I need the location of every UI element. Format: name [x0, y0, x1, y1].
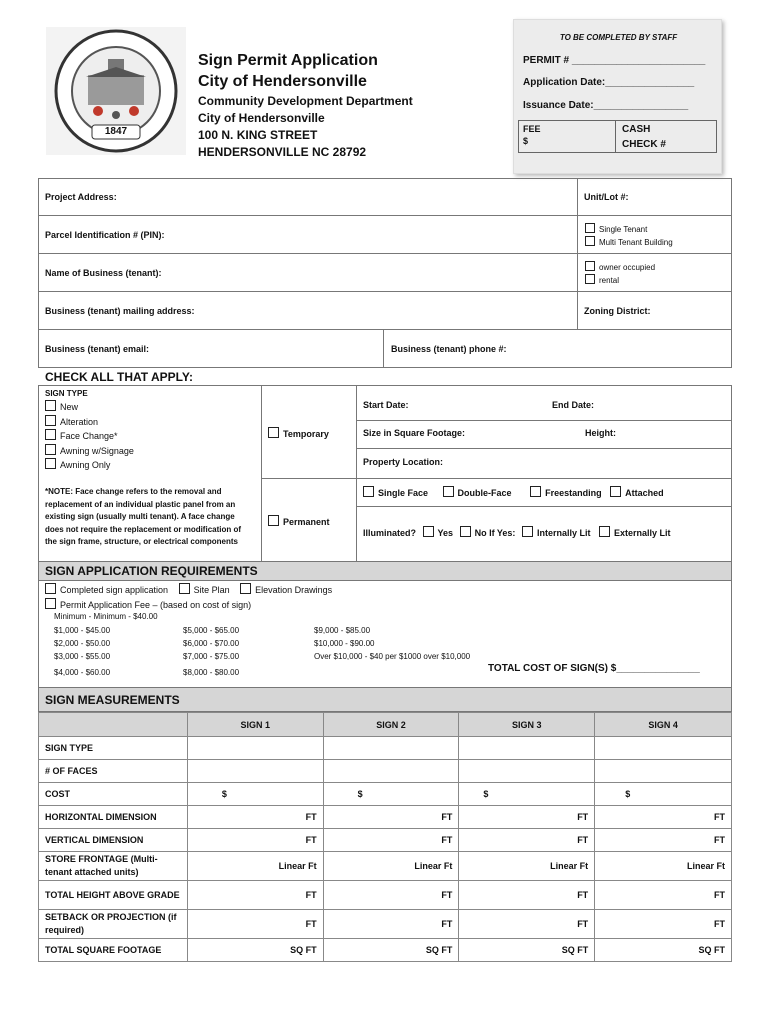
- sign-type-new[interactable]: New: [45, 400, 134, 415]
- measurements-heading: SIGN MEASUREMENTS: [45, 693, 180, 707]
- single-tenant-checkbox[interactable]: [585, 223, 595, 233]
- table-cell[interactable]: Linear Ft: [187, 852, 323, 881]
- form-subtitle: City of Hendersonville: [198, 73, 367, 90]
- table-cell[interactable]: $: [595, 783, 732, 806]
- row-label: # OF FACES: [39, 760, 188, 783]
- row-label: STORE FRONTAGE (Multi-tenant attached units): [39, 852, 188, 881]
- table-cell[interactable]: [187, 737, 323, 760]
- face-change-checkbox[interactable]: [45, 429, 56, 440]
- elevation-drawings-option[interactable]: Elevation Drawings: [240, 585, 332, 595]
- table-cell[interactable]: [323, 737, 459, 760]
- multi-tenant-option[interactable]: Multi Tenant Building: [585, 236, 673, 249]
- table-cell[interactable]: [323, 760, 459, 783]
- table-cell[interactable]: [595, 737, 732, 760]
- table-cell[interactable]: FT: [187, 910, 323, 939]
- sign-type-alteration[interactable]: Alteration: [45, 415, 134, 430]
- attached-checkbox[interactable]: [610, 486, 621, 497]
- business-phone-field[interactable]: Business (tenant) phone #:: [391, 344, 507, 354]
- single-face-option[interactable]: Single Face: [363, 488, 428, 498]
- temporary-checkbox[interactable]: [268, 427, 279, 438]
- end-date-field[interactable]: End Date:: [552, 400, 595, 410]
- freestanding-checkbox[interactable]: [530, 486, 541, 497]
- seal-year: 1847: [104, 126, 128, 137]
- table-cell[interactable]: FT: [459, 829, 595, 852]
- fee-row: $3,000 - $55.00: [54, 652, 111, 661]
- table-cell[interactable]: FT: [459, 806, 595, 829]
- table-row: [39, 737, 732, 760]
- fee-box: [518, 120, 717, 153]
- table-cell[interactable]: [459, 737, 595, 760]
- table-row: [39, 939, 732, 962]
- row-label: SETBACK OR PROJECTION (if required): [39, 910, 188, 939]
- fee-row: Over $10,000 - $40 per $1000 over $10,000: [314, 652, 471, 661]
- table-cell[interactable]: [459, 760, 595, 783]
- height-field[interactable]: Height:: [585, 428, 616, 438]
- table-cell[interactable]: FT: [187, 806, 323, 829]
- new-checkbox[interactable]: [45, 400, 56, 411]
- issuance-date-field[interactable]: Issuance Date:_________________: [523, 100, 689, 111]
- permit-fee-option[interactable]: Permit Application Fee – (based on cost of sign): [45, 598, 251, 610]
- row-label: HORIZONTAL DIMENSION: [39, 806, 188, 829]
- table-cell[interactable]: FT: [459, 910, 595, 939]
- table-cell[interactable]: [187, 760, 323, 783]
- fee-minimum: Minimum - Minimum - $40.00: [54, 612, 158, 621]
- zoning-district-field[interactable]: Zoning District:: [584, 306, 651, 316]
- freestanding-option[interactable]: Freestanding: [530, 488, 602, 498]
- table-cell[interactable]: FT: [595, 910, 732, 939]
- internally-lit-option[interactable]: Internally Lit: [522, 528, 591, 538]
- row-label: TOTAL HEIGHT ABOVE GRADE: [39, 881, 188, 910]
- table-row: [39, 829, 732, 852]
- alteration-checkbox[interactable]: [45, 415, 56, 426]
- sign-type-awning-only[interactable]: Awning Only: [45, 458, 134, 473]
- table-row: [39, 806, 732, 829]
- table-cell[interactable]: SQ FT: [459, 939, 595, 962]
- fee-row: $5,000 - $65.00: [183, 626, 240, 635]
- table-cell[interactable]: FT: [323, 910, 459, 939]
- table-row: [39, 881, 732, 910]
- rental-option[interactable]: rental: [585, 274, 655, 287]
- column-header: SIGN 3: [459, 713, 595, 737]
- table-row: [39, 760, 732, 783]
- table-cell[interactable]: FT: [595, 806, 732, 829]
- externally-lit-option[interactable]: Externally Lit: [599, 528, 671, 538]
- row-label: COST: [39, 783, 188, 806]
- attached-option[interactable]: Attached: [610, 488, 664, 498]
- table-cell[interactable]: FT: [595, 881, 732, 910]
- fee-row: $1,000 - $45.00: [54, 626, 111, 635]
- street-address: 100 N. KING STREET: [198, 128, 318, 142]
- city-state-zip: HENDERSONVILLE NC 28792: [198, 145, 367, 159]
- application-date-field[interactable]: Application Date:________________: [523, 77, 695, 88]
- fee-row: $6,000 - $70.00: [183, 639, 240, 648]
- table-cell[interactable]: SQ FT: [323, 939, 459, 962]
- check-all-heading: CHECK ALL THAT APPLY:: [45, 370, 194, 384]
- site-plan-option[interactable]: Site Plan: [179, 585, 230, 595]
- project-address-field[interactable]: Project Address:: [45, 192, 117, 202]
- illuminated-no-option[interactable]: No If Yes:: [460, 528, 516, 538]
- fee-row: $8,000 - $80.00: [183, 668, 240, 677]
- column-header: SIGN 1: [187, 713, 323, 737]
- measurements-table: [38, 712, 732, 962]
- row-label: SIGN TYPE: [39, 737, 188, 760]
- table-cell[interactable]: Linear Ft: [323, 852, 459, 881]
- table-cell[interactable]: Linear Ft: [459, 852, 595, 881]
- total-cost-field[interactable]: TOTAL COST OF SIGN(S) $_______________: [488, 663, 700, 674]
- multi-tenant-checkbox[interactable]: [585, 236, 595, 246]
- awning-only-checkbox[interactable]: [45, 458, 56, 469]
- table-cell[interactable]: FT: [187, 881, 323, 910]
- form-title: Sign Permit Application: [198, 52, 378, 69]
- table-cell[interactable]: FT: [323, 806, 459, 829]
- table-cell[interactable]: Linear Ft: [595, 852, 732, 881]
- temporary-option[interactable]: Temporary: [268, 427, 329, 439]
- check-number-label[interactable]: CHECK #: [622, 139, 666, 150]
- table-cell[interactable]: FT: [595, 829, 732, 852]
- requirements-heading: SIGN APPLICATION REQUIREMENTS: [45, 564, 258, 578]
- department: Community Development Department: [198, 94, 413, 108]
- owner-occupied-option[interactable]: owner occupied: [585, 261, 655, 274]
- no-checkbox[interactable]: [460, 526, 471, 537]
- sign-type-face-change[interactable]: Face Change*: [45, 429, 134, 444]
- table-cell[interactable]: FT: [323, 829, 459, 852]
- fee-label: FEE: [523, 124, 541, 134]
- table-cell[interactable]: $: [459, 783, 595, 806]
- property-location-field[interactable]: Property Location:: [363, 457, 444, 467]
- sign-type-heading: SIGN TYPE: [45, 389, 88, 398]
- table-header-row: [39, 713, 732, 737]
- illuminated-label: Illuminated?: [363, 528, 417, 538]
- fee-row: $10,000 - $90.00: [314, 639, 375, 648]
- externally-lit-checkbox[interactable]: [599, 526, 610, 537]
- rental-checkbox[interactable]: [585, 274, 595, 284]
- table-row: [39, 783, 732, 806]
- double-face-checkbox[interactable]: [443, 486, 454, 497]
- elevation-drawings-checkbox[interactable]: [240, 583, 251, 594]
- table-cell[interactable]: $: [187, 783, 323, 806]
- permit-number-field[interactable]: PERMIT # ________________________: [523, 55, 706, 66]
- fee-dollar[interactable]: $: [523, 136, 529, 146]
- permanent-option[interactable]: Permanent: [268, 515, 330, 527]
- size-square-footage-field[interactable]: Size in Square Footage:: [363, 428, 466, 438]
- city-seal: [46, 27, 186, 155]
- mailing-address-field[interactable]: Business (tenant) mailing address:: [45, 306, 195, 316]
- row-label: TOTAL SQUARE FOOTAGE: [39, 939, 188, 962]
- permit-fee-checkbox[interactable]: [45, 598, 56, 609]
- completed-application-option[interactable]: Completed sign application: [45, 585, 168, 595]
- face-change-note: *NOTE: Face change refers to the removal and replacement of an individual plastic panel from an existing sign (usually multi tenant). A face change does not require the replacement or modification of the sign frame, structure, or electrical components: [45, 487, 242, 546]
- owner-occupied-checkbox[interactable]: [585, 261, 595, 271]
- table-cell[interactable]: SQ FT: [187, 939, 323, 962]
- site-plan-checkbox[interactable]: [179, 583, 190, 594]
- start-date-field[interactable]: Start Date:: [363, 400, 409, 410]
- table-cell[interactable]: SQ FT: [595, 939, 732, 962]
- permanent-checkbox[interactable]: [268, 515, 279, 526]
- cash-label[interactable]: CASH: [622, 124, 651, 135]
- city-name: City of Hendersonville: [198, 111, 325, 125]
- business-email-field[interactable]: Business (tenant) email:: [45, 344, 150, 354]
- business-name-field[interactable]: Name of Business (tenant):: [45, 268, 162, 278]
- single-tenant-option[interactable]: Single Tenant: [585, 223, 673, 236]
- staff-box-title: TO BE COMPLETED BY STAFF: [559, 33, 678, 42]
- awning-signage-checkbox[interactable]: [45, 444, 56, 455]
- pin-field[interactable]: Parcel Identification # (PIN):: [45, 230, 165, 240]
- fee-row: $4,000 - $60.00: [54, 668, 111, 677]
- staff-box: [513, 19, 722, 174]
- column-header: SIGN 2: [323, 713, 459, 737]
- table-cell[interactable]: FT: [459, 881, 595, 910]
- unit-lot-field[interactable]: Unit/Lot #:: [584, 192, 629, 202]
- table-cell[interactable]: FT: [323, 881, 459, 910]
- internally-lit-checkbox[interactable]: [522, 526, 533, 537]
- single-face-checkbox[interactable]: [363, 486, 374, 497]
- illuminated-yes-option[interactable]: Yes: [423, 528, 454, 538]
- column-header: SIGN 4: [595, 713, 732, 737]
- fee-row: $2,000 - $50.00: [54, 639, 111, 648]
- fee-row: $7,000 - $75.00: [183, 652, 240, 661]
- table-row: [39, 852, 732, 881]
- table-cell[interactable]: $: [323, 783, 459, 806]
- double-face-option[interactable]: Double-Face: [443, 488, 512, 498]
- table-cell[interactable]: [595, 760, 732, 783]
- table-row: [39, 910, 732, 939]
- completed-application-checkbox[interactable]: [45, 583, 56, 594]
- yes-checkbox[interactable]: [423, 526, 434, 537]
- sign-type-awning-signage[interactable]: Awning w/Signage: [45, 444, 134, 459]
- table-cell[interactable]: FT: [187, 829, 323, 852]
- row-label: VERTICAL DIMENSION: [39, 829, 188, 852]
- fee-row: $9,000 - $85.00: [314, 626, 371, 635]
